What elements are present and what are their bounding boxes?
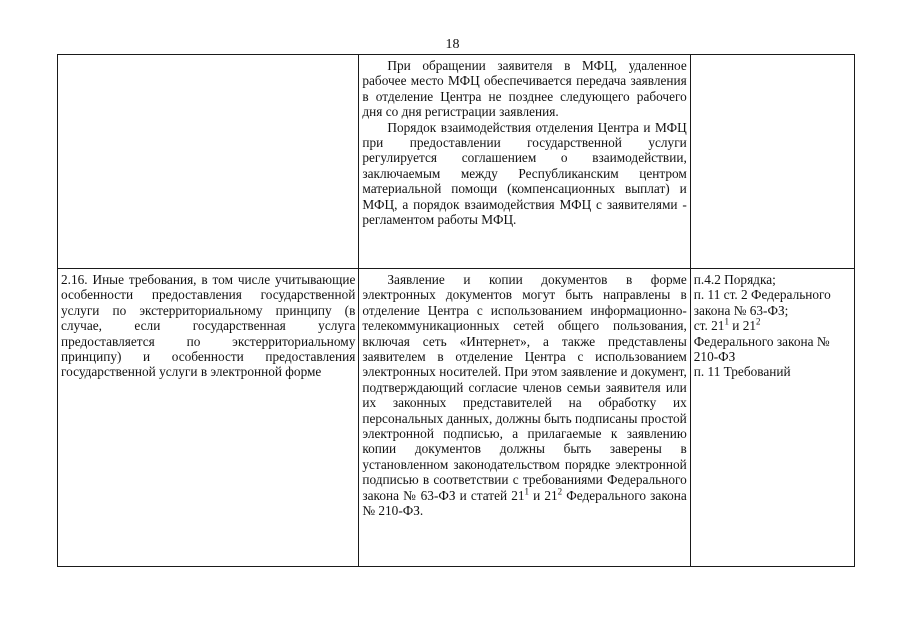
legal-ref-line: п.4.2 Порядка; [693, 272, 776, 287]
legal-ref-line: п. 11 ст. 2 Федерального закона № 63-ФЗ; [693, 287, 831, 318]
legal-ref-line: п. 11 Требований [693, 364, 791, 380]
paragraph-electronic-documents [362, 272, 686, 519]
table-cell-content [359, 55, 690, 269]
superscript: 2 [557, 486, 563, 497]
legal-ref-line: Федерального закона № 210-ФЗ [693, 333, 830, 365]
table-row [58, 269, 855, 567]
paragraph-interaction-order: Порядок взаимодействия отделения Центра и МФЦ при предоставлении государственной услуги регулируется соглашением о взаимодействии, заключаемым между Республиканским центром материальной помощи (компенсационных выплат) и МФЦ, а порядок взаимодействия МФЦ с заявителями - регламентом работы МФЦ. [362, 119, 687, 228]
text-span: Федерального закона № 210-ФЗ. [362, 487, 687, 519]
table-cell-requirement [58, 269, 359, 567]
superscript: 1 [724, 316, 729, 327]
table-cell-content [359, 269, 690, 567]
table-row [58, 55, 855, 269]
text-span: ст. 21 [693, 318, 725, 334]
regulation-table [57, 54, 855, 567]
cell-text [691, 55, 854, 60]
text-span: и 21 [529, 487, 558, 503]
requirement-2-16-text: 2.16. Иные требования, в том числе учитывающие особенности предоставления государственной услуги по экстерриториальному принципу (в случае, если государственная услуга предоставляется по экстерриториальному принципу) и особенности предоставления государственной услуги в электронной форме [61, 272, 356, 380]
paragraph-mfc-transfer: При обращении заявителя в МФЦ, удаленное рабочее место МФЦ обеспечивается передача заявления в отделение Центра не позднее следующего рабочего дня со дня регистрации заявления. [362, 58, 687, 120]
page-number: 18 [445, 37, 460, 52]
table-cell-legal-basis [690, 55, 854, 269]
legal-ref-line [694, 318, 851, 333]
text-span: и 21 [728, 318, 757, 334]
table-cell-requirement [58, 55, 359, 269]
text-span: Заявление и копии документов в форме электронных документов могут быть направлены в отделение Центра с использованием информационно-телекоммуникационных сетей общего пользования, включая сеть «Интернет», а также представлены заявителем в отделение Центра с использованием электронных носителей. При этом заявление и документ, подтверждающий согласие членов семьи заявителя или их законных представителей на обработку их персональных данных, должны быть подписаны простой электронной подписью, а прилагаемые к заявлению копии документов должны быть заверены в установленном законодательством порядке электронной подписью в соответствии с требованиями Федерального закона № 63-ФЗ и статей 21 [362, 272, 687, 503]
table-cell-legal-basis [690, 269, 854, 567]
superscript: 1 [524, 486, 530, 497]
superscript: 2 [756, 316, 761, 327]
cell-text [58, 55, 358, 60]
